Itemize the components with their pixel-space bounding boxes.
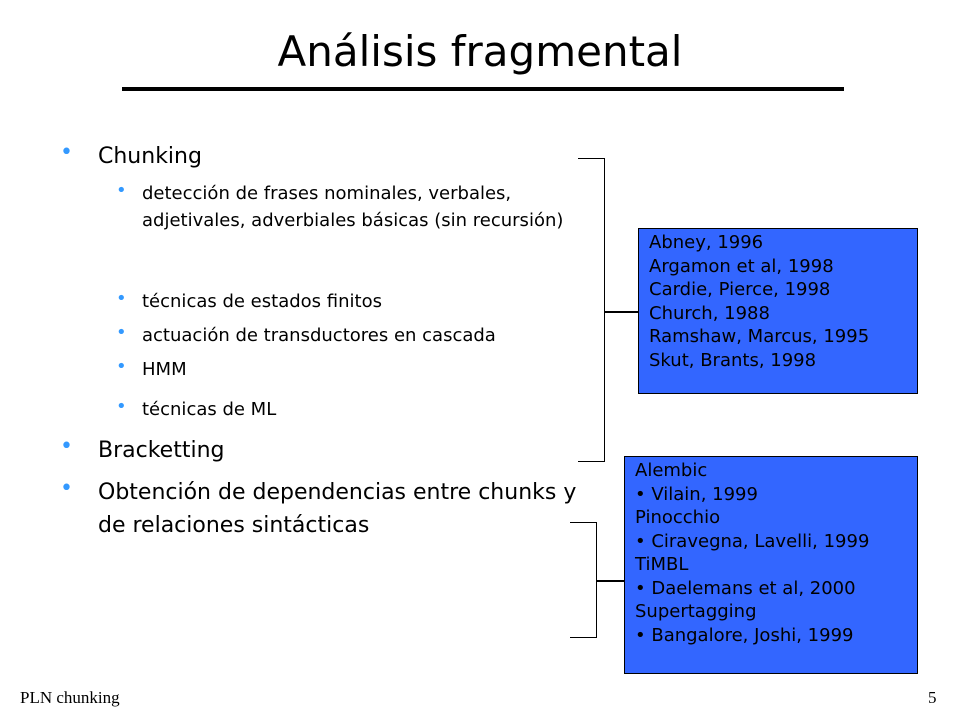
page-number: 5 bbox=[928, 688, 937, 707]
bracket-dependencias bbox=[570, 522, 597, 638]
bullet-dot: • bbox=[116, 396, 127, 417]
bullet-dot: • bbox=[116, 288, 127, 309]
reference-line: Argamon et al, 1998 bbox=[649, 255, 834, 277]
bullet-text: técnicas de ML bbox=[142, 399, 277, 420]
reference-line: TiMBL bbox=[635, 554, 689, 575]
bracket-connector-dependencias bbox=[596, 580, 626, 582]
reference-line: • Ciravegna, Lavelli, 1999 bbox=[635, 530, 870, 552]
bullet-text: actuación de transductores en cascada bbox=[142, 325, 496, 346]
bullet-text: técnicas de estados finitos bbox=[142, 291, 382, 312]
reference-line: Alembic bbox=[635, 460, 708, 481]
bullet-dot: • bbox=[116, 356, 127, 377]
reference-line: Ramshaw, Marcus, 1995 bbox=[649, 326, 870, 347]
bullet-text: HMM bbox=[142, 359, 187, 380]
reference-line: Supertagging bbox=[635, 601, 757, 622]
reference-line: Abney, 1996 bbox=[649, 232, 764, 253]
reference-line: Cardie, Pierce, 1998 bbox=[649, 279, 831, 300]
bullet-text: Obtención de dependencias entre chunks y de relaciones sintácticas bbox=[98, 480, 577, 538]
slide-title: Análisis fragmental bbox=[277, 27, 683, 76]
reference-line: • Bangalore, Joshi, 1999 bbox=[635, 624, 854, 646]
reference-line: Pinocchio bbox=[635, 507, 721, 528]
bullet-chunking bbox=[60, 140, 600, 173]
sub-bullet-hmm bbox=[60, 356, 600, 383]
title-underline bbox=[122, 87, 844, 91]
bullet-text: detección de frases nominales, verbales, adjetivales, adverbiales básicas (sin recursión) bbox=[142, 183, 564, 231]
bullet-bracketting bbox=[60, 434, 600, 467]
bracket-connector-chunking bbox=[604, 311, 638, 313]
bullet-dot: • bbox=[60, 434, 73, 459]
bullet-dot: • bbox=[60, 476, 73, 501]
bullet-text: Chunking bbox=[98, 144, 202, 169]
sub-bullet-actuacion bbox=[60, 322, 600, 349]
sub-bullet-tecnicas-estados bbox=[60, 288, 600, 315]
footer-label: PLN chunking bbox=[20, 688, 120, 707]
reference-line: Skut, Brants, 1998 bbox=[649, 349, 817, 371]
references-box-dependencias bbox=[624, 456, 918, 674]
references-box-chunking bbox=[638, 228, 918, 394]
bullet-dot: • bbox=[60, 140, 73, 165]
bullet-dot: • bbox=[116, 180, 127, 201]
bracket-chunking bbox=[578, 158, 605, 462]
bullet-obtencion bbox=[60, 476, 600, 542]
reference-line: • Daelemans et al, 2000 bbox=[635, 577, 856, 599]
reference-line: • Vilain, 1999 bbox=[635, 483, 758, 505]
sub-bullet-tecnicas-ml bbox=[60, 396, 600, 423]
bullet-text: Bracketting bbox=[98, 438, 225, 463]
bullet-dot: • bbox=[116, 322, 127, 343]
sub-bullet-deteccion bbox=[60, 180, 600, 234]
reference-line: Church, 1988 bbox=[649, 302, 770, 324]
